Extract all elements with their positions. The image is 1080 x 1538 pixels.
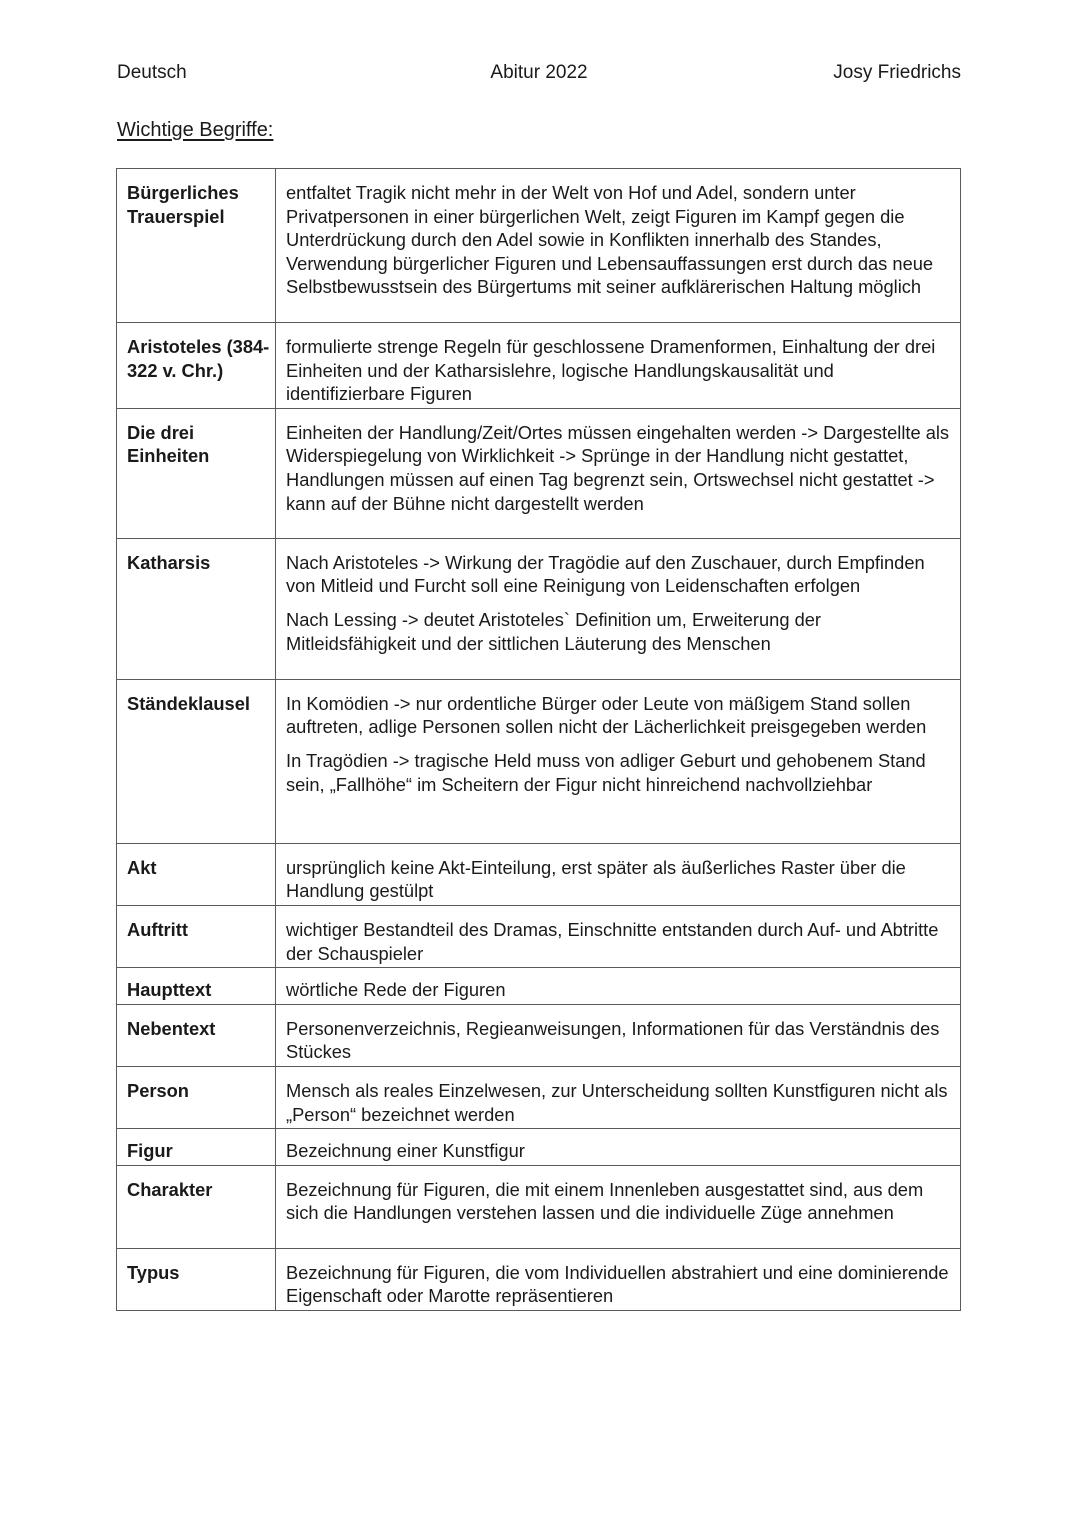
definition-cell bbox=[276, 1165, 961, 1248]
definition-cell bbox=[276, 538, 961, 679]
definition-text: formulierte strenge Regeln für geschlossene Dramenformen, Einhaltung der drei Einheiten und der Katharsislehre, logische Handlungskausalität und identifizierbare Figuren bbox=[286, 336, 936, 405]
term-cell bbox=[117, 408, 276, 538]
definition-cell bbox=[276, 1248, 961, 1310]
header-subject: Deutsch bbox=[117, 62, 187, 83]
definition-text: Bezeichnung für Figuren, die mit einem Innenleben ausgestattet sind, aus dem sich die Handlungen verstehen lassen und die individuelle Züge annehmen bbox=[286, 1178, 924, 1224]
table-row bbox=[117, 968, 961, 1005]
term-label: Charakter bbox=[127, 1178, 213, 1200]
term-cell bbox=[117, 323, 276, 409]
table-row bbox=[117, 1248, 961, 1310]
term-cell bbox=[117, 905, 276, 967]
term-cell bbox=[117, 538, 276, 679]
definition-text: Nach Aristoteles -> Wirkung der Tragödie auf den Zuschauer, durch Empfinden von Mitleid und Furcht soll eine Reinigung von Leidenschaften erfolgen bbox=[286, 551, 925, 597]
header-author: Josy Friedrichs bbox=[833, 62, 961, 83]
definition-text: Mensch als reales Einzelwesen, zur Unterscheidung sollten Kunstfiguren nicht als „Person“ bezeichnet werden bbox=[286, 1079, 948, 1125]
header-exam: Abitur 2022 bbox=[490, 62, 588, 83]
definition-cell bbox=[276, 169, 961, 323]
term-label: Bürgerliches Trauerspiel bbox=[127, 182, 239, 227]
definition-cell bbox=[276, 968, 961, 1005]
definition-cell bbox=[276, 679, 961, 843]
definition-text: Einheiten der Handlung/Zeit/Ortes müssen eingehalten werden -> Dargestellte als Widerspiegelung von Wirklichkeit -> Sprünge in der Handlung nicht gestattet, Handlungen müssen auf einen Tag begrenzt sein, Ortswechsel nicht gestattet -> kann auf der Bühne nicht dargestellt werden bbox=[286, 421, 950, 514]
table-row bbox=[117, 538, 961, 679]
table-row bbox=[117, 408, 961, 538]
definition-text: Personenverzeichnis, Regieanweisungen, Informationen für das Verständnis des Stückes bbox=[286, 1017, 940, 1063]
definition-text: wörtliche Rede der Figuren bbox=[286, 979, 506, 1001]
term-cell bbox=[117, 968, 276, 1005]
table-row bbox=[117, 1165, 961, 1248]
term-label: Ständeklausel bbox=[127, 692, 250, 714]
term-label: Die drei Einheiten bbox=[127, 421, 210, 467]
definition-cell bbox=[276, 1129, 961, 1166]
definition-cell bbox=[276, 1004, 961, 1066]
table-row bbox=[117, 905, 961, 967]
definition-text: Nach Lessing -> deutet Aristoteles` Definition um, Erweiterung der Mitleidsfähigkeit und der sittlichen Läuterung des Menschen bbox=[286, 608, 821, 654]
table-row bbox=[117, 169, 961, 323]
definition-text: ursprünglich keine Akt-Einteilung, erst später als äußerliches Raster über die Handlung gestülpt bbox=[286, 856, 906, 902]
term-cell bbox=[117, 1248, 276, 1310]
definition-cell bbox=[276, 1066, 961, 1128]
definition-cell bbox=[276, 905, 961, 967]
term-label: Akt bbox=[127, 856, 157, 878]
table-row bbox=[117, 679, 961, 843]
term-label: Katharsis bbox=[127, 551, 211, 573]
term-label: Haupttext bbox=[127, 979, 212, 1001]
term-cell bbox=[117, 169, 276, 323]
table-row bbox=[117, 1066, 961, 1128]
definition-cell bbox=[276, 843, 961, 905]
term-label: Auftritt bbox=[127, 918, 188, 940]
definition-text: Bezeichnung einer Kunstfigur bbox=[286, 1140, 525, 1162]
table-row bbox=[117, 1129, 961, 1166]
definition-text: entfaltet Tragik nicht mehr in der Welt von Hof und Adel, sondern unter Privatpersonen in einer bürgerlichen Welt, zeigt Figuren im Kampf gegen die Unterdrückung durch den Adel sowie in Konflikten innerhalb des Standes, Verwendung bürgerlicher Figuren und Lebensauffassungen erst durch das neue Selbstbewusstsein des Bürgertums mit seiner aufklärerischen Haltung möglich bbox=[286, 182, 934, 298]
table-row bbox=[117, 323, 961, 409]
term-label: Typus bbox=[127, 1261, 180, 1283]
term-label: Nebentext bbox=[127, 1017, 216, 1039]
term-label: Person bbox=[127, 1079, 189, 1101]
definition-cell bbox=[276, 408, 961, 538]
definition-text: In Tragödien -> tragische Held muss von adliger Geburt und gehobenem Stand sein, „Fallhöhe“ im Scheitern der Figur nicht hinreichend nachvollziehbar bbox=[286, 749, 926, 795]
definition-cell bbox=[276, 323, 961, 409]
table-row bbox=[117, 843, 961, 905]
definition-text: In Komödien -> nur ordentliche Bürger oder Leute von mäßigem Stand sollen auftreten, adlige Personen sollen nicht der Lächerlichkeit preisgegeben werden bbox=[286, 692, 927, 738]
term-cell bbox=[117, 843, 276, 905]
table-row bbox=[117, 1004, 961, 1066]
terms-table bbox=[116, 168, 961, 1311]
term-cell bbox=[117, 1066, 276, 1128]
term-label: Aristoteles (384-322 v. Chr.) bbox=[127, 336, 270, 381]
term-cell bbox=[117, 679, 276, 843]
page-header bbox=[117, 62, 961, 88]
section-title: Wichtige Begriffe: bbox=[117, 119, 274, 141]
term-cell bbox=[117, 1004, 276, 1066]
term-cell bbox=[117, 1165, 276, 1248]
definition-text: wichtiger Bestandteil des Dramas, Einschnitte entstanden durch Auf- und Abtritte der Schauspieler bbox=[286, 918, 939, 964]
term-label: Figur bbox=[127, 1140, 173, 1162]
term-cell bbox=[117, 1129, 276, 1166]
definition-text: Bezeichnung für Figuren, die vom Individuellen abstrahiert und eine dominierende Eigenschaft oder Marotte repräsentieren bbox=[286, 1261, 949, 1307]
